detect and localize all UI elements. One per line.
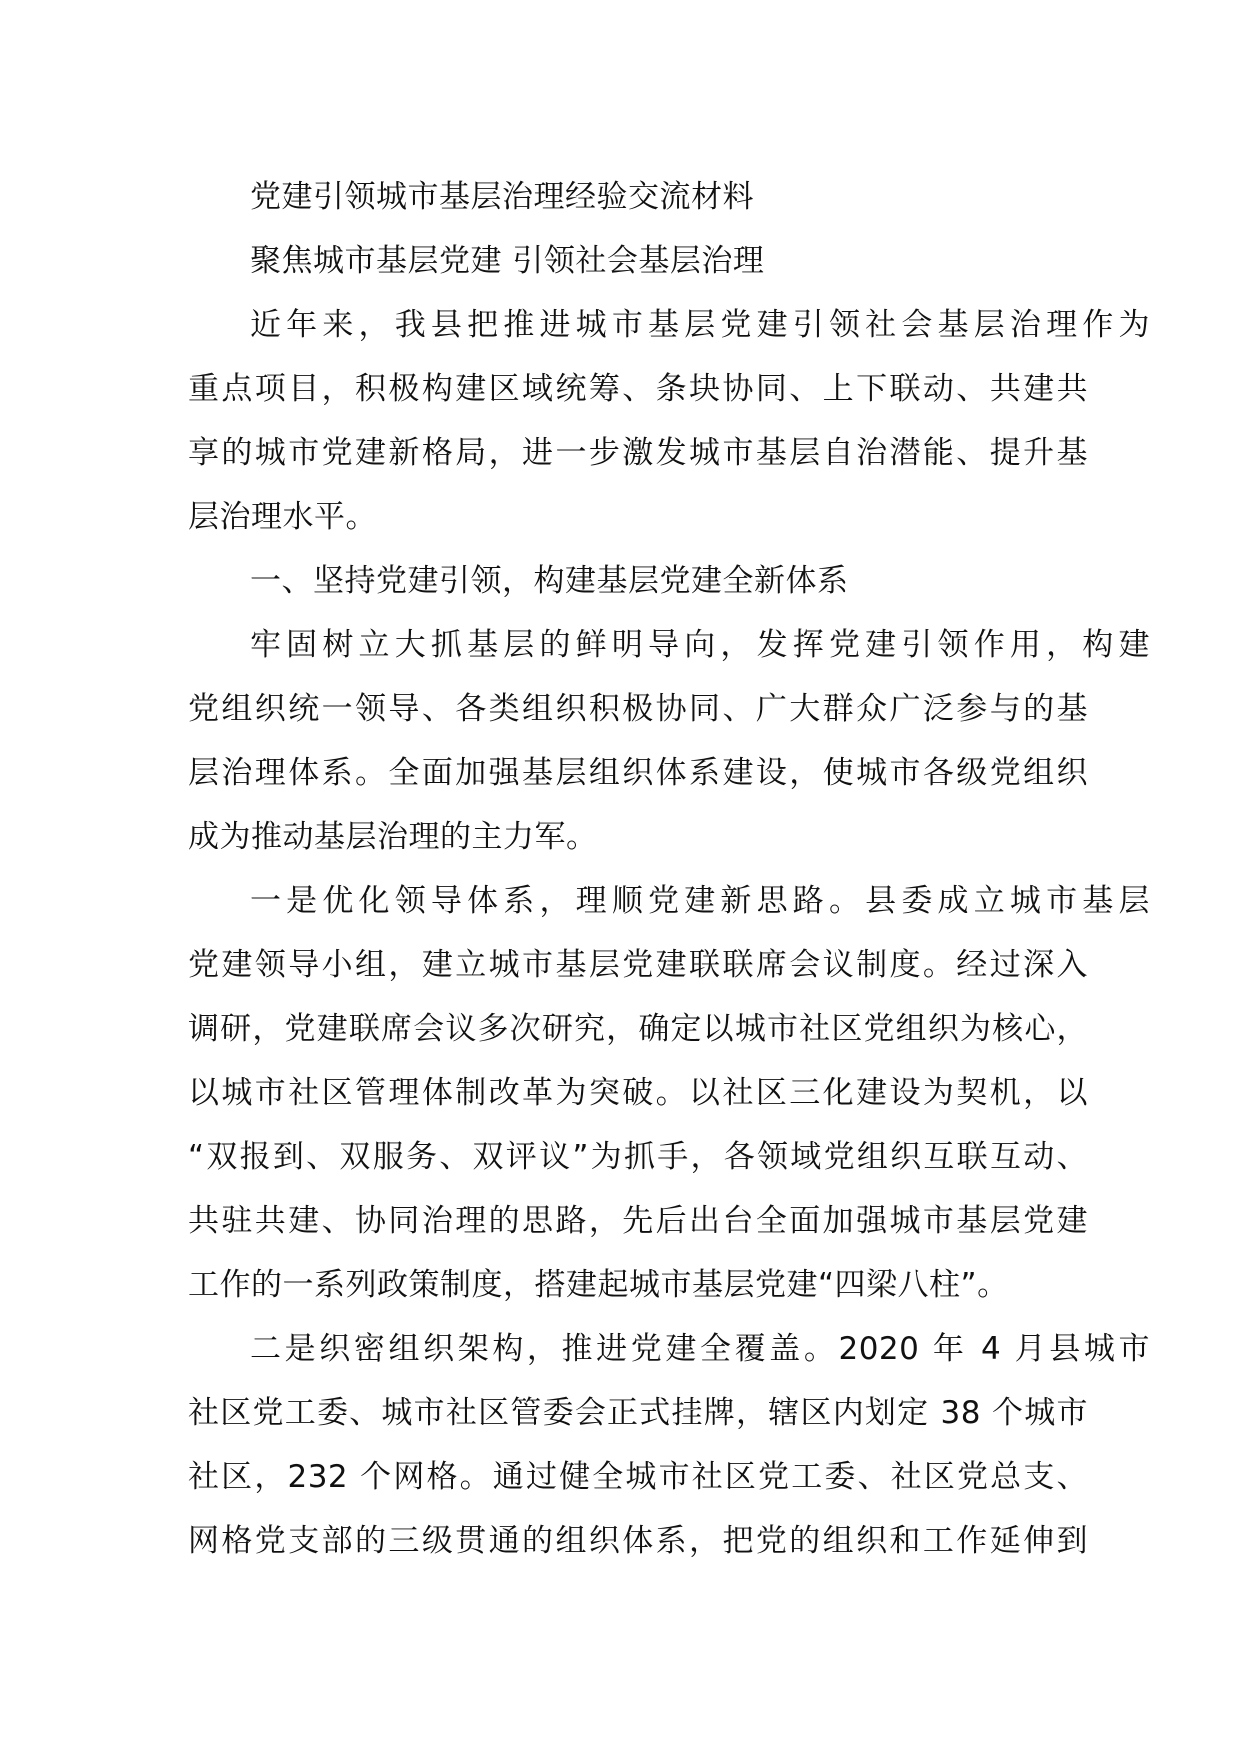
document-title: 党建引领城市基层治理经验交流材料	[250, 179, 754, 215]
paragraph-line: 社区，232 个网格。通过健全城市社区党工委、社区党总支、	[188, 1459, 1088, 1495]
paragraph-line: 层治理体系。全面加强基层组织体系建设，使城市各级党组织	[188, 755, 1088, 791]
paragraph-line: “双报到、双服务、双评议”为抓手，各领域党组织互联互动、	[188, 1139, 1088, 1175]
paragraph-line: 近年来，我县把推进城市基层党建引领社会基层治理作为	[250, 307, 1150, 343]
paragraph-line: 社区党工委、城市社区管委会正式挂牌，辖区内划定 38 个城市	[188, 1395, 1088, 1431]
paragraph-line: 层治理水平。	[188, 499, 377, 535]
document-subtitle: 聚焦城市基层党建 引领社会基层治理	[250, 243, 765, 279]
paragraph-line: 党建领导小组，建立城市基层党建联联席会议制度。经过深入	[188, 947, 1088, 983]
paragraph-line: 工作的一系列政策制度，搭建起城市基层党建“四梁八柱”。	[188, 1267, 1009, 1303]
paragraph-line: 享的城市党建新格局，进一步激发城市基层自治潜能、提升基	[188, 435, 1088, 471]
paragraph-line: 牢固树立大抓基层的鲜明导向，发挥党建引领作用，构建	[250, 627, 1150, 663]
paragraph-line: 以城市社区管理体制改革为突破。以社区三化建设为契机，以	[188, 1075, 1088, 1111]
paragraph-line: 重点项目，积极构建区域统筹、条块协同、上下联动、共建共	[188, 371, 1088, 407]
paragraph-line: 二是织密组织架构，推进党建全覆盖。2020 年 4 月县城市	[250, 1331, 1150, 1367]
section-heading: 一、坚持党建引领，构建基层党建全新体系	[250, 563, 849, 599]
paragraph-line: 一是优化领导体系，理顺党建新思路。县委成立城市基层	[250, 883, 1150, 919]
paragraph-line: 成为推动基层治理的主力军。	[188, 819, 598, 855]
paragraph-line: 网格党支部的三级贯通的组织体系，把党的组织和工作延伸到	[188, 1523, 1088, 1559]
paragraph-line: 共驻共建、协同治理的思路，先后出台全面加强城市基层党建	[188, 1203, 1088, 1239]
paragraph-line: 党组织统一领导、各类组织积极协同、广大群众广泛参与的基	[188, 691, 1088, 727]
paragraph-line: 调研，党建联席会议多次研究，确定以城市社区党组织为核心，	[188, 1011, 1088, 1047]
